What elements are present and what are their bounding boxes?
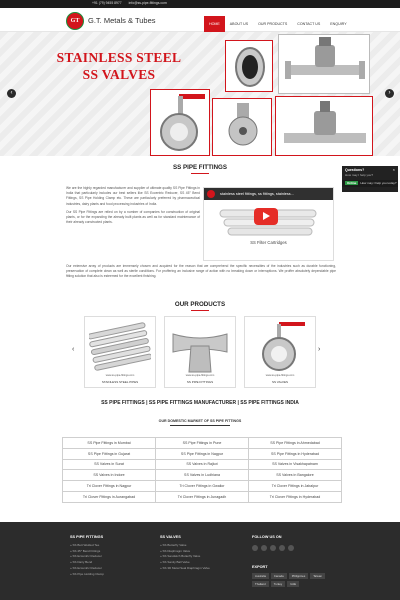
market-cell[interactable]: Tri Clover Fittings in Jabalpur (249, 481, 342, 492)
diaphragm-valve-image-2 (275, 96, 373, 156)
export-title: EXPORT (252, 565, 268, 569)
diaphragm-valve-image (278, 34, 370, 94)
table-row (63, 459, 342, 470)
market-cell[interactable]: SS Valves in Ludhiana (156, 470, 249, 481)
market-cell[interactable]: SS Pipe Fittings in Gujarat (63, 448, 156, 459)
market-cell[interactable]: SS Pipe Fittings in Pune (156, 438, 249, 449)
google-plus-icon[interactable] (288, 545, 294, 551)
product-name[interactable]: SS VALVES (271, 380, 289, 384)
footer-link[interactable]: » SS Eccentric Reducer (70, 554, 104, 560)
contact-info (92, 1, 173, 5)
intro-paragraph-2: Our SS Pipe Fittings are relied on by a number of companies for construction of original plants, or for the expanding the already built plants as well as for standard maintenance of their already constructed plants. (66, 209, 200, 225)
market-cell[interactable]: Tri Clover Fittings in Nagpur (63, 481, 156, 492)
twitter-icon[interactable] (261, 545, 267, 551)
footer-link[interactable]: » SS 45° Bend Fittings (70, 549, 104, 555)
market-cell[interactable]: Tri Clover Fittings in Hyderabad (249, 491, 342, 502)
market-subheading (0, 419, 400, 426)
footer-link[interactable]: » SS 3D Metal Seal Diaphragm Valve (160, 566, 210, 572)
footer-link[interactable]: » SS Butt Welded Tee (70, 543, 104, 549)
company-logo[interactable] (66, 12, 84, 30)
market-cell[interactable]: SS Valves in Rajkot (156, 459, 249, 470)
footer-link[interactable]: » SS Sanity Ball Valve (160, 560, 210, 566)
nav-enquiry[interactable]: ENQUIRY (330, 22, 347, 26)
close-icon[interactable]: × (392, 167, 395, 172)
email-text[interactable]: info@ss-pipe-fittings.com (128, 1, 167, 5)
market-cell[interactable]: SS Pipe Fittings in Hyderabad (249, 448, 342, 459)
section-title-our-products (0, 301, 400, 311)
market-cell[interactable]: Tri Clover Fittings in Aurangabad (63, 491, 156, 502)
footer-link[interactable]: » SS Eccentric Reducer (70, 566, 104, 572)
intro-text (66, 186, 200, 228)
table-row (63, 470, 342, 481)
chat-status-text: How may I help you today? (360, 181, 397, 185)
video-title[interactable]: stainless steel fittings, ss fittings, stainless... (220, 192, 294, 196)
logo-text: GT (70, 18, 80, 24)
social-icons (252, 545, 328, 551)
market-cell[interactable]: SS Valves in Surat (63, 459, 156, 470)
export-tag[interactable]: Canada (271, 573, 287, 579)
butterfly-valve-image (249, 320, 311, 374)
export-tag[interactable]: Turkey (271, 581, 285, 587)
product-url: www.ss-pipe-fittings.com (185, 374, 215, 377)
chat-widget[interactable] (342, 166, 398, 192)
footer-col-follow (252, 535, 328, 587)
market-cell[interactable]: Tri Clover Fittings in Junagadh (156, 491, 249, 502)
carousel-next-arrow[interactable]: › (318, 346, 321, 353)
footer-link[interactable]: » SS Dairy Bend (70, 560, 104, 566)
footer-col-pipe-fittings (70, 535, 104, 577)
slider-prev-arrow[interactable]: ‹ (7, 89, 16, 98)
chat-question: Questions? (345, 168, 365, 172)
product-url: www.ss-pipe-fittings.com (265, 374, 295, 377)
export-tag[interactable]: Philippines (289, 573, 309, 579)
online-badge: Online (347, 181, 357, 185)
phone-text[interactable]: +91 (79) 9455 8977 (92, 1, 122, 5)
products-title-text: OUR PRODUCTS (174, 301, 226, 308)
footer-link[interactable]: » SS Butterfly Valve (160, 543, 210, 549)
footer-col-title: SS PIPE FITTINGS (70, 535, 104, 539)
market-cell[interactable]: Tri Clover Fittings in Gwalior (156, 481, 249, 492)
title-underline (191, 173, 209, 174)
export-tag[interactable]: Australia (252, 573, 269, 579)
products-carousel (84, 316, 316, 390)
footer-col-title: FOLLOW US ON (252, 535, 282, 539)
section-title-text: SS PIPE FITTINGS (173, 164, 227, 171)
market-cell[interactable]: SS Valves in Indore (63, 470, 156, 481)
hero-title-line1: STAINLESS STEEL (56, 50, 182, 65)
site-footer (0, 522, 400, 600)
product-name[interactable]: STAINLESS STEEL PIPES (101, 380, 139, 384)
table-row (63, 448, 342, 459)
market-cell[interactable]: SS Pipe Fittings in Ahmedabad (249, 438, 342, 449)
hero-title-line2: SS VALVES (82, 67, 156, 82)
ring-valve-image (225, 40, 273, 92)
export-countries (252, 573, 328, 587)
nav-home[interactable]: HOME (204, 16, 225, 32)
stainless-steel-pipes-image (89, 320, 151, 374)
product-card[interactable] (164, 316, 236, 388)
site-header (0, 8, 400, 32)
linkedin-icon[interactable] (270, 545, 276, 551)
video-title-bar (204, 188, 333, 200)
facebook-icon[interactable] (252, 545, 258, 551)
market-subheading-text: OUR DOMESTIC MARKET OF SS PIPE FITTINGS (158, 419, 242, 423)
market-cell[interactable]: SS Valves in Visakhapatnam (249, 459, 342, 470)
footer-link[interactable]: » SS Diaphragm Valve (160, 549, 210, 555)
table-row (63, 438, 342, 449)
footer-link[interactable]: » SS Sandwich Butterfly Valve (160, 554, 210, 560)
nav-our-products[interactable]: OUR PRODUCTS (258, 22, 288, 26)
table-row (63, 491, 342, 502)
section-title-ss-pipe-fittings (0, 164, 400, 174)
export-tag[interactable]: Taiwan (310, 573, 325, 579)
subheading-underline (170, 425, 230, 426)
domestic-market-table (62, 437, 342, 503)
market-cell[interactable]: SS Valves in Bangalore (249, 470, 342, 481)
brand-name[interactable]: G.T. Metals & Tubes (88, 16, 156, 25)
footer-col-title: SS VALVES (160, 535, 181, 539)
carousel-prev-arrow[interactable]: ‹ (72, 346, 75, 353)
top-contact-bar (0, 0, 400, 8)
channel-icon (207, 190, 215, 198)
chat-subtext: How may I help you? (345, 173, 374, 177)
description-paragraph: Our extensive array of products are immensely chosen and acquired for the reason that we comprehend the specific necessities of the industries such as durable functioning, preservation of complete clean as well as sterile conditions. For proffering an inclusive range of action with no breaking down or interruptions. We proffer absolutely dependable pipe fitting solution that also is esteemed for the excellent finishing. (66, 264, 336, 278)
nav-about-us[interactable]: ABOUT US (229, 22, 249, 26)
market-cell[interactable]: SS Pipe Fittings in Nagpur (156, 448, 249, 459)
product-url: www.ss-pipe-fittings.com (105, 374, 135, 377)
product-name[interactable]: SS PIPE FITTINGS (186, 380, 214, 384)
butterfly-valve-image (150, 89, 210, 156)
slider-next-arrow[interactable]: › (385, 89, 394, 98)
youtube-icon[interactable] (279, 545, 285, 551)
play-button-icon[interactable] (254, 208, 278, 225)
footer-col-valves (160, 535, 210, 572)
export-tag[interactable]: Thailand (252, 581, 269, 587)
intro-paragraph-1: We are the highly regarded manufacturer and supplier of ultimate quality SS Pipe Fittings in India that particularly includes our best sellers like SS Eccentric Reducer, SS 45° Bend Fittings, SS Pipe Holding Clamp etc. These are particularly preferred by pharmaceutical industries, dairy plants and food processing industries of India. (66, 186, 200, 206)
footer-link[interactable]: » SS Pipe Holding Clamp (70, 572, 104, 578)
chat-status-bar[interactable] (342, 180, 398, 187)
title-underline (191, 310, 209, 311)
table-row (63, 481, 342, 492)
product-card[interactable] (84, 316, 156, 388)
nav-contact-us[interactable]: CONTACT US (297, 22, 321, 26)
market-main-heading: SS PIPE FITTINGS | SS PIPE FITTINGS MANUFACTURER | SS PIPE FITTINGS INDIA (101, 400, 299, 406)
market-cell[interactable]: SS Pipe Fittings in Mumbai (63, 438, 156, 449)
export-tag[interactable]: UAE (287, 581, 299, 587)
cip-spray-ball-image (212, 98, 272, 156)
embedded-video[interactable] (203, 187, 334, 261)
video-caption: SS Filter Cartridges (250, 240, 287, 245)
product-card[interactable] (244, 316, 316, 388)
pipe-fitting-tee-image (169, 320, 231, 374)
hero-slider (0, 32, 400, 156)
